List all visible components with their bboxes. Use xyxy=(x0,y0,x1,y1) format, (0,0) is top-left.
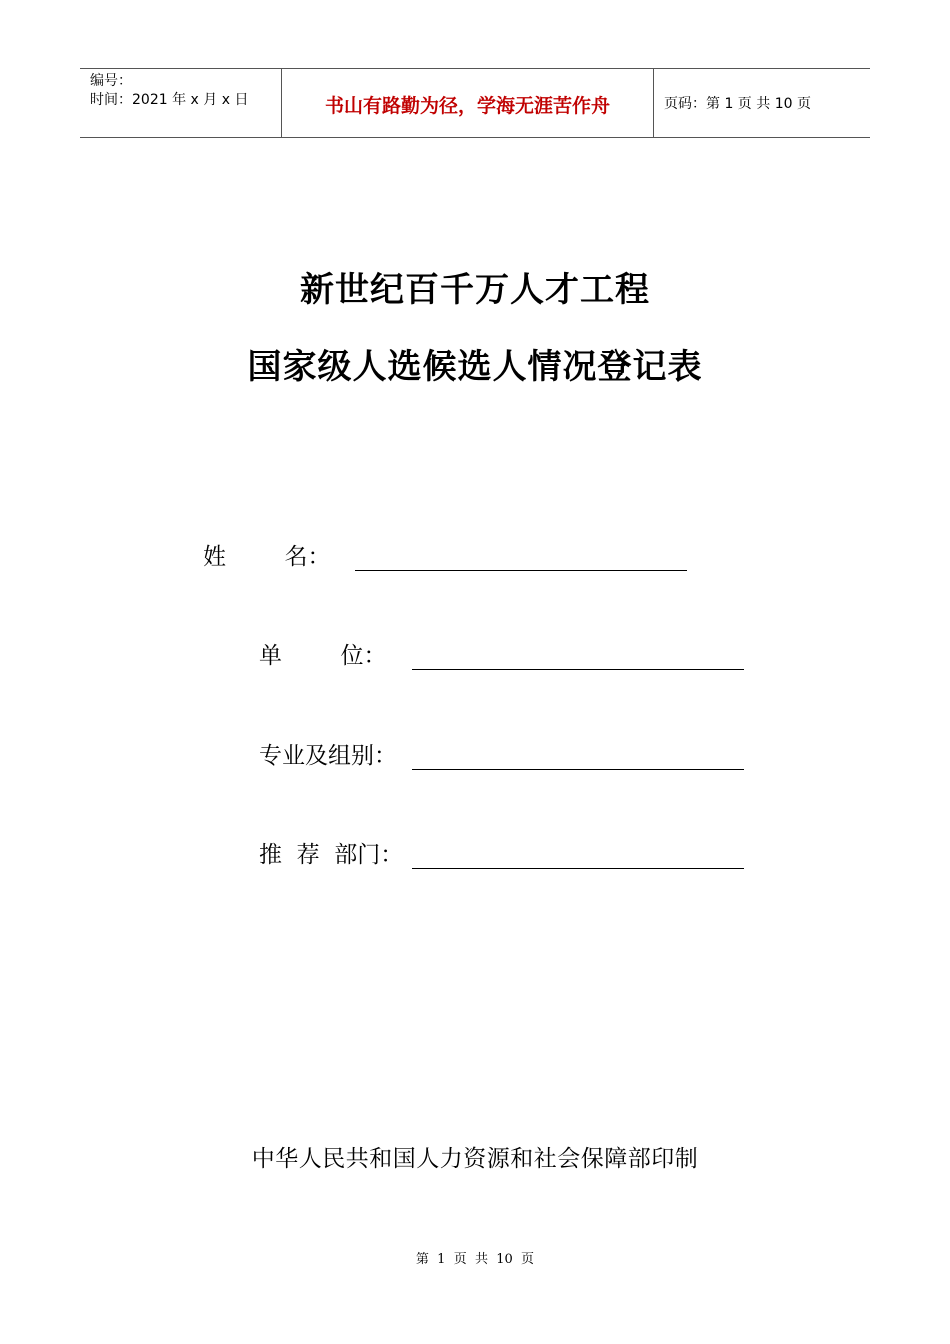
motto-text: 书山有路勤为径，学海无涯苦作舟 xyxy=(324,95,610,117)
page-header xyxy=(80,68,870,138)
form-field-name xyxy=(203,542,693,578)
unit-label: 单 位： xyxy=(259,643,387,669)
document-title-line-2: 国家级人选候选人情况登记表 xyxy=(247,347,703,387)
unit-input-line[interactable] xyxy=(412,641,744,670)
specialty-label: 专业及组别： xyxy=(259,743,397,769)
form-field-department xyxy=(259,840,749,876)
header-motto-cell xyxy=(282,69,654,137)
form-field-specialty xyxy=(259,741,749,777)
department-label: 推 荐 部门： xyxy=(259,842,404,868)
issuing-organization: 中华人民共和国人力资源和社会保障部印制 xyxy=(251,1146,699,1172)
name-label: 姓 名： xyxy=(203,544,331,570)
document-time: 时间：2021 年 x 月 x 日 xyxy=(90,92,249,108)
name-input-line[interactable] xyxy=(355,542,687,571)
specialty-input-line[interactable] xyxy=(412,741,744,770)
page-code: 页码：第 1 页 共 10 页 xyxy=(664,96,811,112)
header-page-cell xyxy=(654,69,870,137)
form-field-unit xyxy=(259,641,749,677)
department-input-line[interactable] xyxy=(412,840,744,869)
header-meta-cell xyxy=(80,69,282,137)
document-title-line-1: 新世纪百千万人才工程 xyxy=(300,270,650,310)
document-number-label: 编号： xyxy=(90,73,132,89)
page-number: 第 1 页 共 10 页 xyxy=(415,1252,535,1267)
